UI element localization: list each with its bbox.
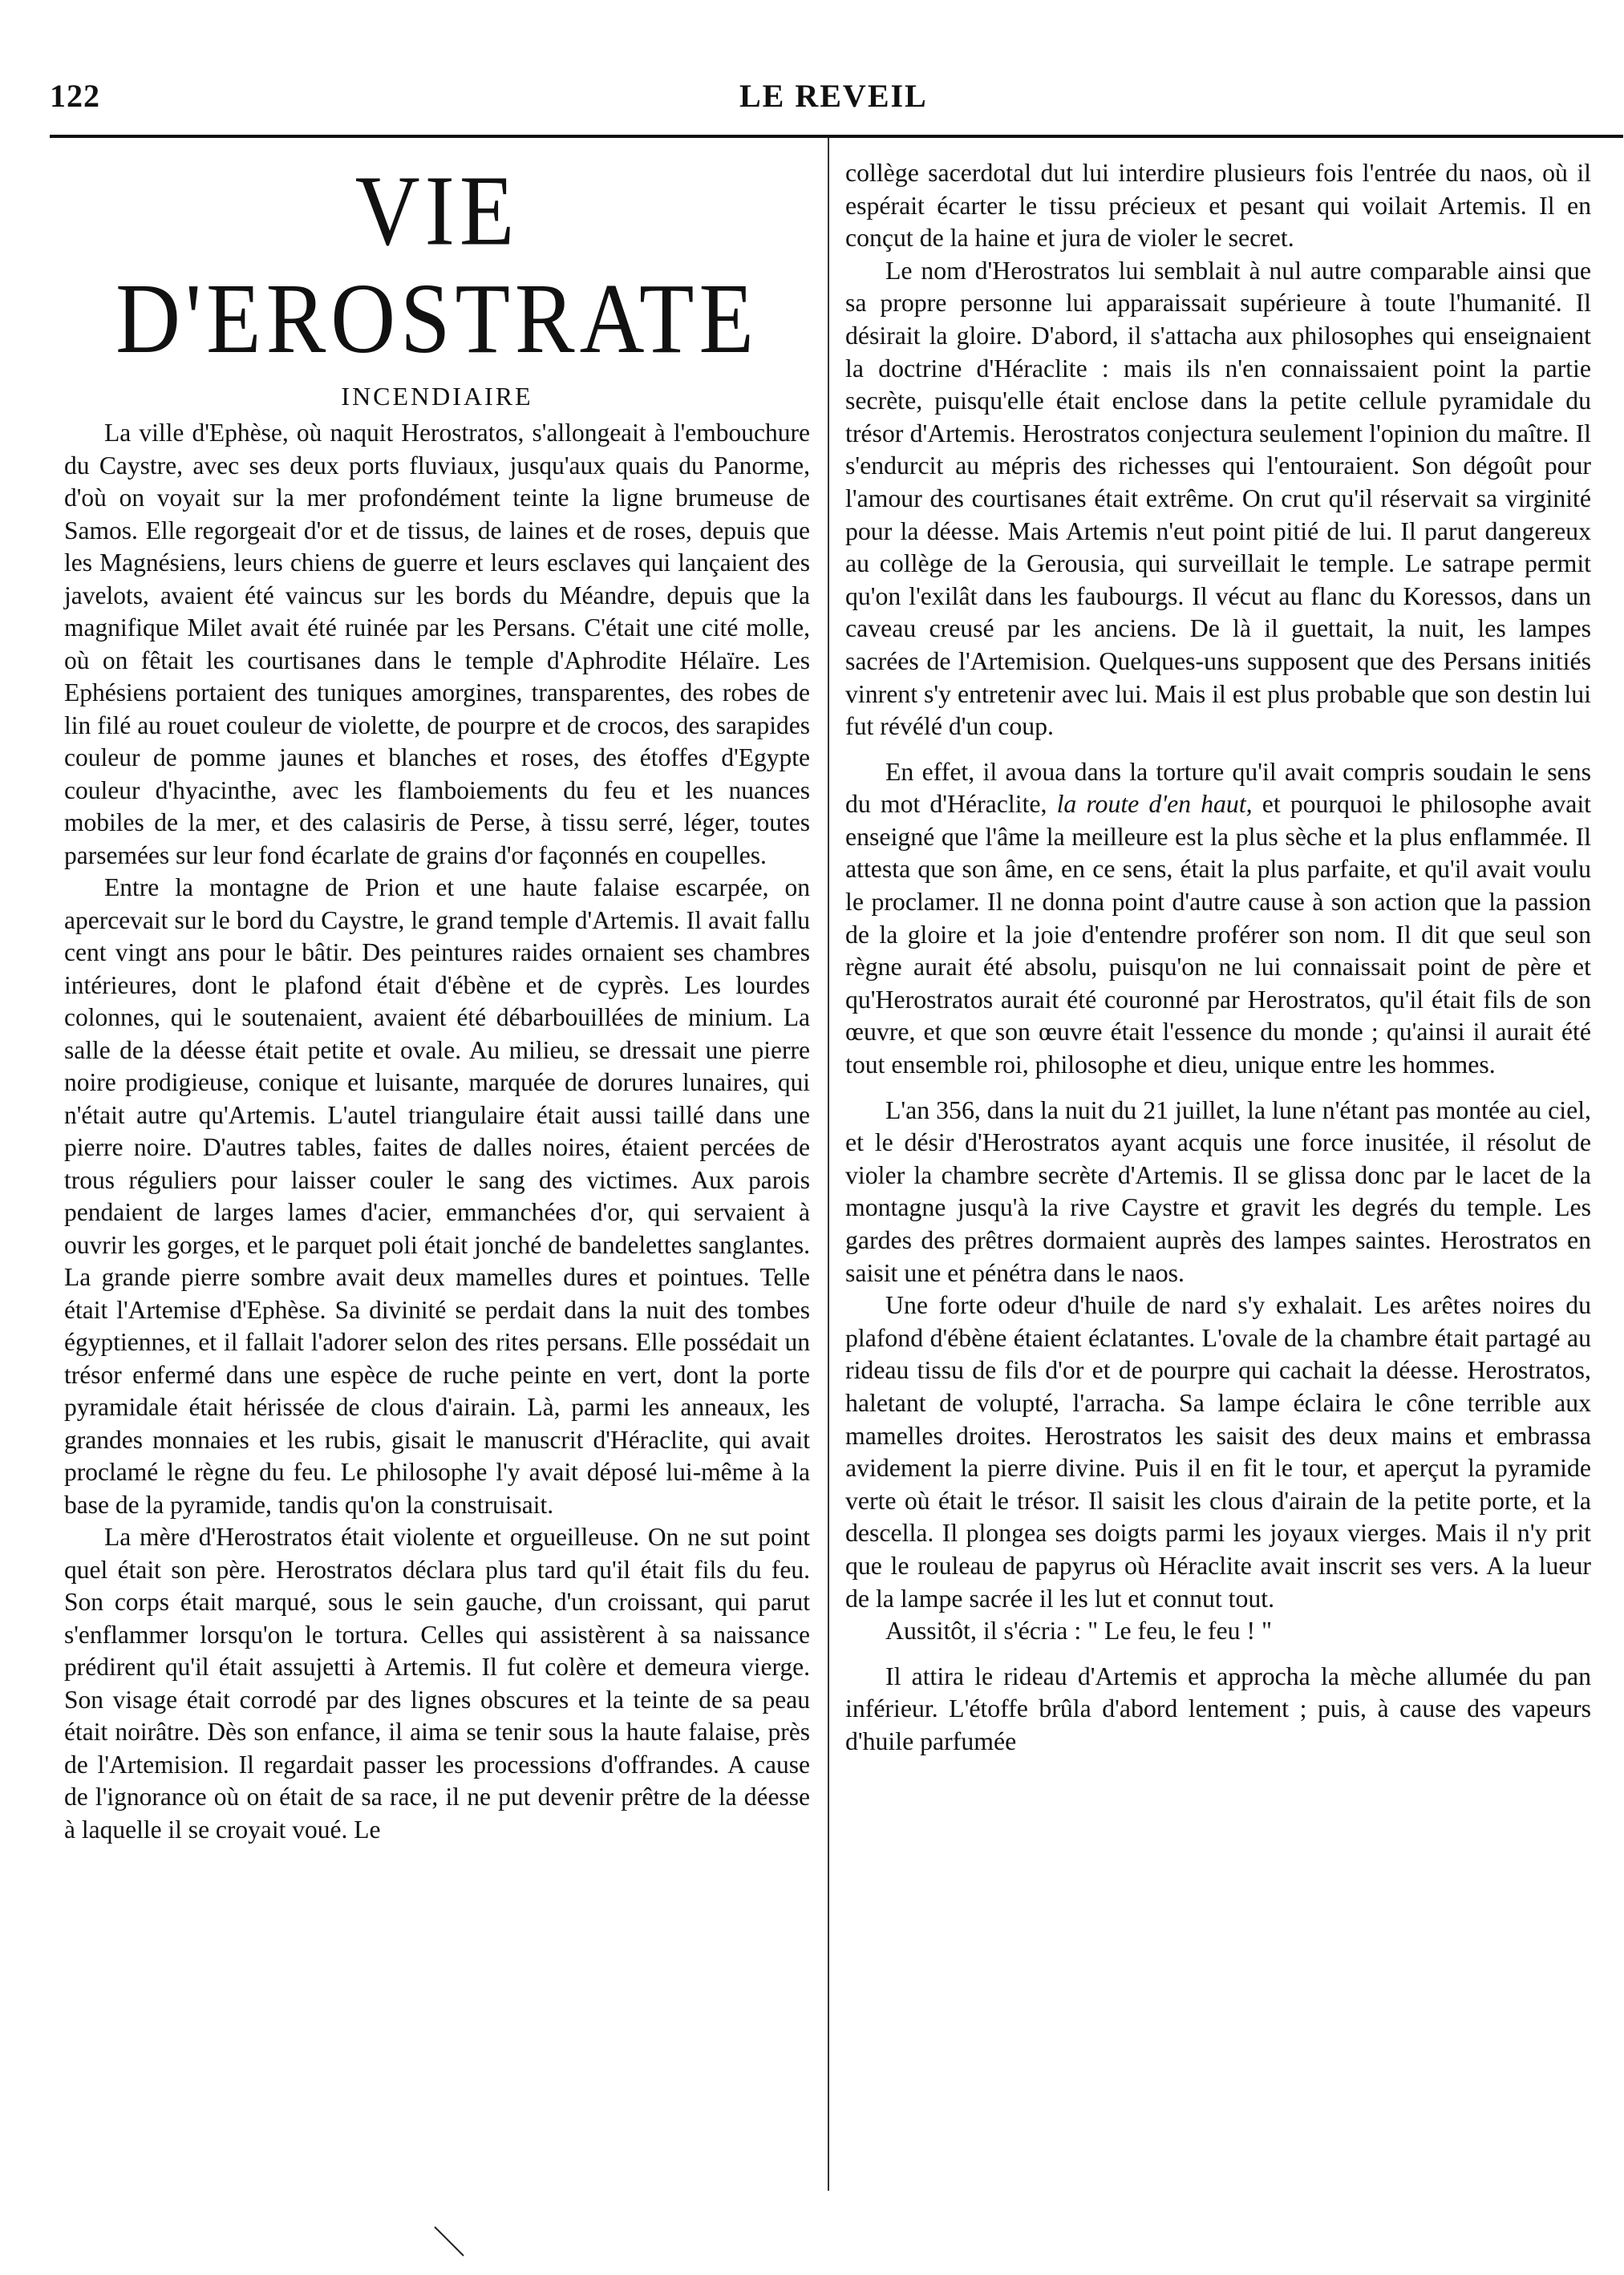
right-column	[845, 157, 1591, 1759]
article-title: VIE D'EROSTRATE	[115, 155, 759, 375]
paragraph: La ville d'Ephèse, où naquit Herostratos, s'allongeait à l'embouchure du Caystre, avec ses deux ports fluviaux, jusqu'aux quais du Panorme, d'où on voyait sur la mer profondément teinte la ligne brumeuse de Samos. Elle regorgeait d'or et de tissus, de laines et de roses, depuis que les Magnésiens, leurs chiens de guerre et leurs esclaves qui lançaient des javelots, avaient été vaincus sur les bords du Méandre, depuis que la magnifique Milet avait été ruinée par les Persans. C'était une cité molle, où on fêtait les courtisanes dans le temple d'Aphrodite Hélaïre. Les Ephésiens portaient des tuniques amorgines, transparentes, des robes de lin filé au rouet couleur de violette, de pourpre et de crocos, des sarapides couleur de pomme jaunes et blanches et roses, des étoffes d'Egypte couleur d'hyacinthe, avec les flamboiements du feu et les nuances mobiles de la mer, et des calasiris de Perse, à tissu serré, léger, toutes parsemées sur leur fond écarlate de grains d'or façonnés en coupelles.	[64, 419, 810, 869]
paragraph-text: et pourquoi le philosophe avait enseigné que l'âme la meilleure est la plus sèche et la plus enflammée. Il attesta que son âme, en ce sens, était la plus parfaite, et qu'il avait voulu le proclamer. Il ne donna point d'autre cause à son action que la passion de la gloire et la joie d'entendre proférer son nom. Il dit que seul son règne aurait été absolu, puisqu'on ne lui connaissait point de père et qu'Herostratos aurait été couronné par Herostratos, qu'il était fils de son œuvre, et que son œuvre était l'essence du monde ; qu'ainsi il aurait été tout ensemble roi, philosophe et dieu, unique entre les hommes.	[845, 790, 1592, 1079]
paragraph-text: En effet, il avoua dans la torture qu'il avait compris soudain le sens du mot d'Héraclite,	[845, 757, 1591, 819]
paragraph-continued: collège sacerdotal dut lui interdire plusieurs fois l'entrée du naos, où il espérait écarter le tissu précieux et pesant qui voilait Artemis. Il en conçut de la haine et jura de violer le secret.	[845, 159, 1591, 253]
page-header	[50, 77, 1623, 115]
journal-title: LE REVEIL	[739, 78, 928, 114]
paragraph: Aussitôt, il s'écria : " Le feu, le feu ! "	[885, 1617, 1272, 1646]
page-number: 122	[50, 78, 100, 114]
paragraph	[845, 756, 1591, 1082]
paragraph: Entre la montagne de Prion et une haute falaise escarpée, on apercevait sur le bord du Caystre, le grand temple d'Artemis. Il avait fallu cent vingt ans pour le bâtir. Des peintures raides ornaient ses chambres intérieures, dont le plafond était d'ébène et de cyprès. Les lourdes colonnes, qui le soutenaient, avaient été débarbouillées de minium. La salle de la déesse était petite et ovale. Au milieu, se dressait une pierre noire prodigieuse, conique et luisante, marquée de dorures lunaires, qui n'était autre qu'Artemis. L'autel triangulaire était aussi taillé dans une pierre noire. D'autres tables, faites de dalles noires, étaient percées de trous réguliers pour laisser couler le sang des victimes. Aux parois pendaient de larges lames d'acier, emmanchées d'or, qui servaient à ouvrir les gorges, et le parquet poli était jonché de bandelettes sanglantes. La grande pierre sombre avait deux mamelles dures et pointues. Telle était l'Artemise d'Ephèse. Sa divinité se perdait dans la nuit des tombes égyptiennes, et il fallait l'adorer selon des rites persans. Elle possédait un trésor enfermé dans une espèce de ruche peinte en vert, dont la porte pyramidale était hérissée de clous d'airain. Là, parmi les anneaux, les grandes monnaies et les rubis, gisait le manuscrit d'Héraclite, qui avait proclamé le règne du feu. Le philosophe l'y avait déposé lui-même à la base de la pyramide, tandis qu'on la construisait.	[64, 873, 810, 1519]
stray-ink-mark	[433, 2225, 465, 2257]
paragraph: La mère d'Herostratos était violente et orgueilleuse. On ne sut point quel était son père. Herostratos déclara plus tard qu'il était fils du feu. Son corps était marqué, sous le sein gauche, d'un croissant, qui parut s'enflammer lorsqu'on le tortura. Celles qui assistèrent à sa naissance prédirent qu'il était assujetti à Artemis. Il fut colère et demeura vierge. Son visage était corrodé par des lignes obscures et la teinte de sa peau était noirâtre. Dès son enfance, il aima se tenir sous la haute falaise, près de l'Artemision. Il regardait passer les processions d'offrandes. A cause de l'ignorance où on était de sa race, il ne put devenir prêtre de la déesse à laquelle il se croyait voué. Le	[64, 1523, 810, 1844]
paragraph: Le nom d'Herostratos lui semblait à nul autre comparable ainsi que sa propre personne lui apparaissait supérieure à toute l'humanité. Il désirait la gloire. D'abord, il s'attacha aux philosophes qui enseignaient la doctrine d'Héraclite : mais ils n'en connaissaient point la partie secrète, puisqu'elle était enclose dans la petite cellule pyramidale du trésor d'Artemis. Herostratos conjectura seulement l'opinion du maître. Il s'endurcit au mépris des richesses qui l'entouraient. Son dégoût pour l'amour des courtisanes était extrême. On crut qu'il réservait sa virginité pour la déesse. Mais Artemis n'eut point pitié de lui. Il parut dangereux au collège de la Gerousia, qui surveillait le temple. Le satrape permit qu'on l'exilât dans les faubourgs. Il vécut au flanc du Koressos, dans un caveau creusé par les anciens. De là il guettait, la nuit, les lampes sacrées de l'Artemision. Quelques-uns supposent que des Persans initiés vinrent s'y entretenir avec lui. Mais il est plus probable que son destin lui fut révélé d'un coup.	[845, 256, 1591, 741]
left-column	[64, 157, 810, 1846]
paragraph: L'an 356, dans la nuit du 21 juillet, la lune n'étant pas montée au ciel, et le désir d'Herostratos ayant acquis une force inusitée, il résolut de violer la chambre secrète d'Artemis. Il se glissa donc par le lacet de la montagne jusqu'à la rive Caystre et gravit les degrés du temple. Les gardes des prêtres dormaient auprès des lampes saintes. Herostratos en saisit une et pénétra dans le naos.	[845, 1095, 1591, 1287]
paragraph: Il attira le rideau d'Artemis et approcha la mèche allumée du pan inférieur. L'étoffe brûla d'abord lentement ; puis, à cause des vapeurs d'huile parfumée	[845, 1662, 1591, 1755]
article-subtitle: INCENDIAIRE	[341, 382, 533, 411]
column-divider	[828, 138, 829, 2191]
paragraph: Une forte odeur d'huile de nard s'y exhalait. Les arêtes noires du plafond d'ébène étaient éclatantes. L'ovale de la chambre était partagé au rideau tissu de fils d'or et de pourpre qui cachait la déesse. Herostratos, haletant de volupté, l'arracha. Sa lampe éclaira le cône terrible aux mamelles droites. Herostratos les saisit des deux mains et embrassa avidement la pierre divine. Puis il en fit le tour, et aperçut la pyramide verte où était le trésor. Il saisit les clous d'airain de la petite porte, et la descella. Il plongea ses doigts parmi les joyaux vierges. Mais il n'y prit que le rouleau de papyrus où Héraclite avait inscrit ses vers. A la lueur de la lampe sacrée il les lut et connut tout.	[845, 1291, 1591, 1613]
quoted-phrase: la route d'en haut,	[1056, 790, 1253, 819]
header-rule	[50, 135, 1623, 138]
